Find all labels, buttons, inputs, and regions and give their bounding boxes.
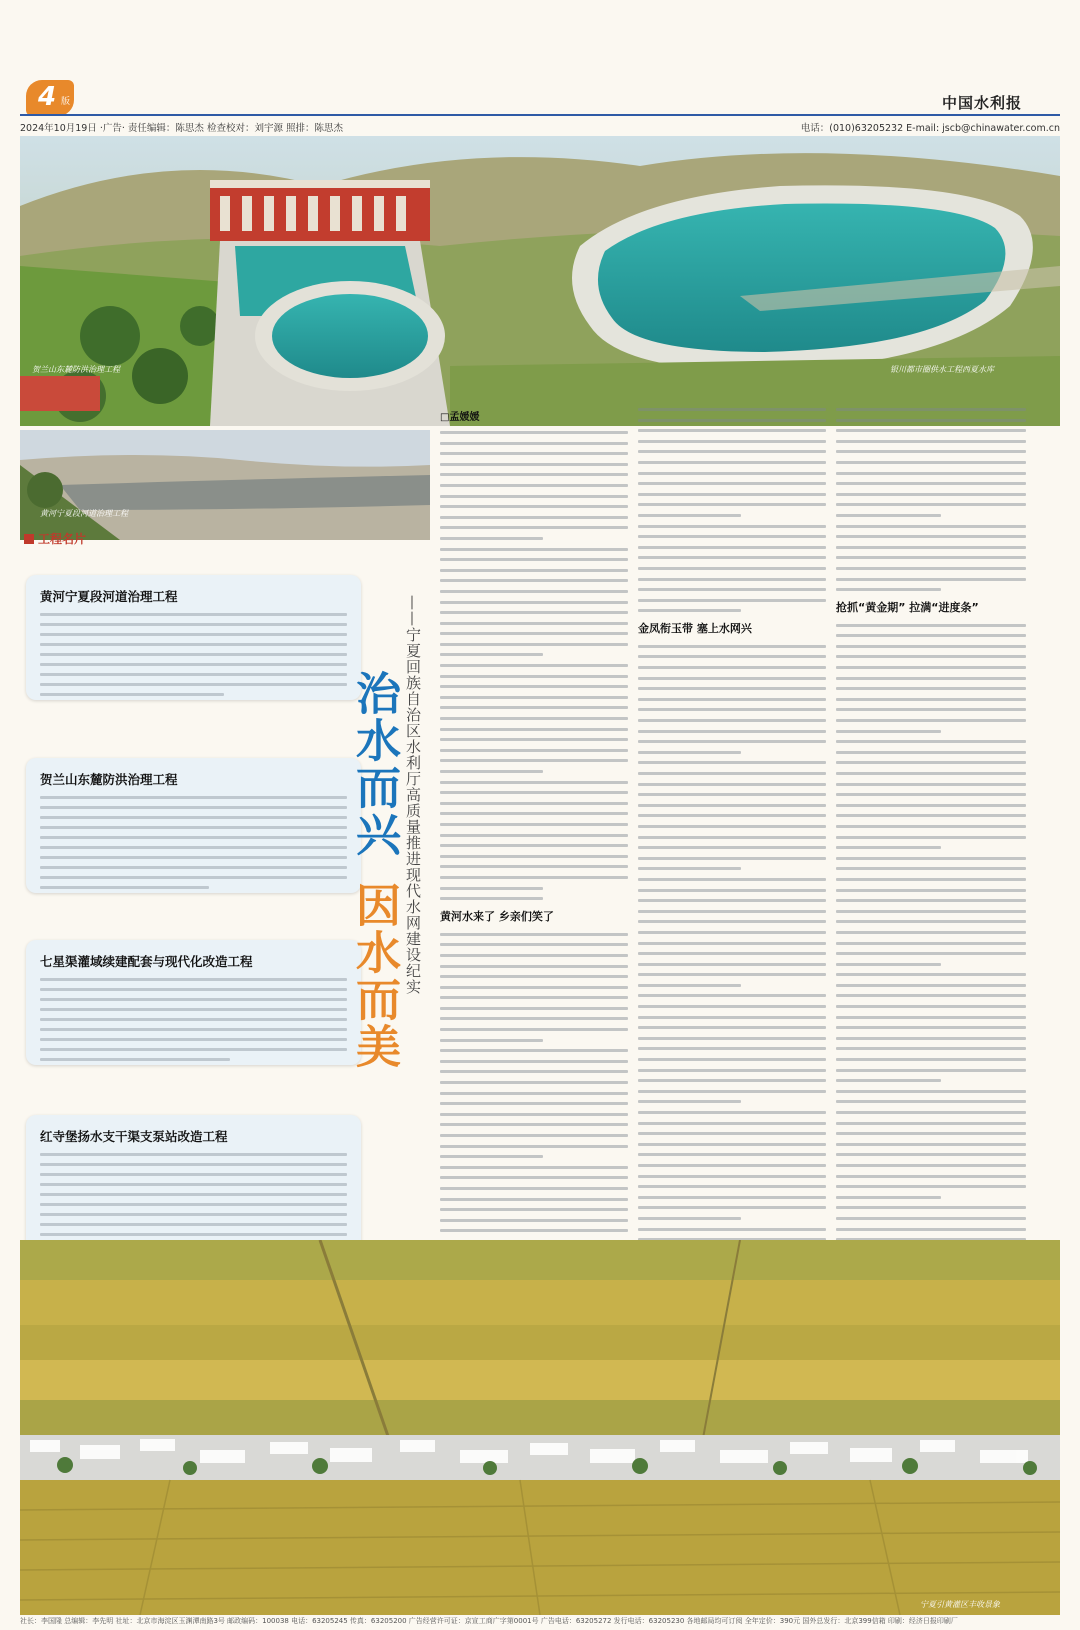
title-part-1: 治水而兴 bbox=[348, 670, 401, 858]
text-line bbox=[440, 1187, 628, 1190]
text-line bbox=[440, 887, 543, 890]
subhead-3: 抢抓“黄金期” 拉满“进度条” bbox=[836, 600, 979, 614]
text-line bbox=[638, 1122, 826, 1125]
page-number: 4 bbox=[38, 82, 57, 112]
text-line bbox=[440, 1070, 628, 1073]
text-line bbox=[440, 1007, 628, 1010]
text-line bbox=[440, 442, 628, 445]
project-body-2 bbox=[40, 796, 347, 896]
text-line bbox=[440, 965, 628, 968]
text-line bbox=[638, 588, 826, 591]
text-line bbox=[638, 578, 826, 581]
text-line bbox=[836, 899, 1026, 902]
text-line bbox=[638, 942, 826, 945]
text-line bbox=[440, 876, 628, 879]
caption-top-left: 贺兰山东麓防洪治理工程 bbox=[32, 365, 120, 374]
text-line bbox=[836, 910, 1026, 913]
text-line bbox=[836, 772, 1026, 775]
text-line bbox=[836, 525, 1026, 528]
project-card-2 bbox=[26, 758, 361, 893]
text-line bbox=[638, 461, 826, 464]
text-line bbox=[638, 666, 826, 669]
text-line bbox=[836, 793, 1026, 796]
text-line bbox=[440, 897, 543, 900]
text-line bbox=[440, 844, 628, 847]
text-line bbox=[638, 1164, 826, 1167]
text-line bbox=[836, 1005, 1026, 1008]
text-line bbox=[638, 450, 826, 453]
text-line bbox=[836, 419, 1026, 422]
text-line bbox=[638, 408, 826, 411]
subhead-2: 金凤衔玉带 塞上水网兴 bbox=[638, 621, 752, 635]
column-1-text bbox=[440, 431, 628, 900]
text-line bbox=[836, 846, 941, 849]
text-line bbox=[440, 484, 628, 487]
text-line bbox=[836, 1196, 941, 1199]
text-line bbox=[440, 759, 628, 762]
text-line bbox=[836, 867, 1026, 870]
text-line bbox=[440, 558, 628, 561]
text-line bbox=[638, 1090, 826, 1093]
text-line bbox=[638, 761, 826, 764]
footer-info: 社长：李国隆 总编辑：李先明 社址：北京市海淀区玉渊潭南路3号 邮政编码：100038 电话：63205245 传真：63205200 广告经营许可证：京宣工商广字第0001号 广告电话：63205272 发行电话：63205230 各地邮局均可订阅 全年定价：390元 国外总发行：北京399信箱 印刷：经济日报印刷厂 bbox=[20, 1617, 958, 1625]
text-line bbox=[638, 804, 826, 807]
text-line bbox=[440, 1039, 543, 1042]
text-line bbox=[638, 1175, 826, 1178]
text-line bbox=[836, 836, 1026, 839]
text-line bbox=[836, 825, 1026, 828]
text-line bbox=[836, 719, 1026, 722]
text-line bbox=[638, 793, 826, 796]
text-line bbox=[638, 1037, 826, 1040]
text-line bbox=[440, 622, 628, 625]
text-line bbox=[440, 834, 628, 837]
text-line bbox=[836, 984, 1026, 987]
edition-info: 2024年10月19日 ·广告· 责任编辑：陈思杰 检查校对：刘宇源 照排：陈思杰 bbox=[20, 123, 343, 134]
text-line bbox=[836, 1069, 1026, 1072]
text-line bbox=[440, 1155, 543, 1158]
text-line bbox=[836, 1175, 1026, 1178]
text-line bbox=[836, 857, 1026, 860]
text-line bbox=[836, 677, 1026, 680]
section-label bbox=[24, 530, 106, 552]
section-label-text: 工程名片 bbox=[38, 532, 87, 546]
text-line bbox=[638, 867, 741, 870]
text-line bbox=[836, 567, 1026, 570]
text-line bbox=[440, 653, 543, 656]
text-line bbox=[638, 1079, 826, 1082]
text-line bbox=[440, 601, 628, 604]
text-line bbox=[638, 825, 826, 828]
text-line bbox=[638, 751, 741, 754]
text-line bbox=[638, 567, 826, 570]
text-line bbox=[638, 687, 826, 690]
section-square-icon bbox=[24, 534, 34, 544]
article-column-3 bbox=[836, 408, 1026, 1323]
byline: □孟媛媛 bbox=[440, 412, 480, 423]
text-line bbox=[440, 954, 628, 957]
text-line bbox=[638, 1026, 826, 1029]
text-line bbox=[440, 728, 628, 731]
text-line bbox=[638, 1217, 741, 1220]
text-line bbox=[440, 590, 628, 593]
photo-farmland-village bbox=[20, 1240, 1060, 1615]
text-line bbox=[638, 599, 826, 602]
text-line bbox=[638, 1100, 741, 1103]
text-line bbox=[440, 865, 628, 868]
text-line bbox=[836, 1090, 1026, 1093]
text-line bbox=[440, 1028, 628, 1031]
text-line bbox=[440, 516, 628, 519]
article-subtitle: ——宁夏回族自治区水利厅高质量推进现代水网建设纪实 bbox=[404, 595, 422, 995]
text-line bbox=[836, 973, 1026, 976]
text-line bbox=[836, 878, 1026, 881]
text-line bbox=[836, 1047, 1026, 1050]
text-line bbox=[440, 717, 628, 720]
text-line bbox=[836, 1217, 1026, 1220]
text-line bbox=[836, 952, 1026, 955]
text-line bbox=[836, 1122, 1026, 1125]
text-line bbox=[440, 1176, 628, 1179]
text-line bbox=[638, 1206, 826, 1209]
text-line bbox=[638, 1111, 826, 1114]
text-line bbox=[440, 823, 628, 826]
text-line bbox=[440, 1198, 628, 1201]
text-line bbox=[836, 889, 1026, 892]
text-line bbox=[440, 1123, 628, 1126]
text-line bbox=[440, 1229, 628, 1232]
photo-top-illustration bbox=[20, 136, 1060, 426]
text-line bbox=[638, 878, 826, 881]
text-line bbox=[638, 963, 826, 966]
text-line bbox=[440, 933, 628, 936]
text-line bbox=[836, 578, 1026, 581]
text-line bbox=[836, 482, 1026, 485]
article-main-title bbox=[340, 670, 400, 1070]
text-line bbox=[836, 1100, 1026, 1103]
text-line bbox=[836, 1058, 1026, 1061]
text-line bbox=[836, 546, 1026, 549]
text-line bbox=[440, 505, 628, 508]
text-line bbox=[836, 963, 941, 966]
text-line bbox=[836, 1037, 1026, 1040]
text-line bbox=[836, 1206, 1026, 1209]
text-line bbox=[638, 1132, 826, 1135]
project-card-3 bbox=[26, 940, 361, 1065]
text-line bbox=[440, 685, 628, 688]
text-line bbox=[836, 740, 1026, 743]
text-line bbox=[638, 857, 826, 860]
text-line bbox=[638, 973, 826, 976]
header-info-line bbox=[20, 118, 1060, 136]
title-part-2: 因水而美 bbox=[348, 882, 401, 1070]
text-line bbox=[638, 546, 826, 549]
text-line bbox=[836, 493, 1026, 496]
project-body-3 bbox=[40, 978, 347, 1068]
text-line bbox=[836, 708, 1026, 711]
photo-river-embankment bbox=[20, 430, 430, 540]
text-line bbox=[440, 632, 628, 635]
text-line bbox=[836, 814, 1026, 817]
text-line bbox=[836, 645, 1026, 648]
text-line bbox=[836, 514, 941, 517]
text-line bbox=[836, 1228, 1026, 1231]
project-card-1 bbox=[26, 575, 361, 700]
text-line bbox=[638, 994, 826, 997]
text-line bbox=[638, 419, 826, 422]
text-line bbox=[638, 472, 826, 475]
text-line bbox=[638, 493, 826, 496]
text-line bbox=[440, 802, 628, 805]
text-line bbox=[836, 450, 1026, 453]
column-3-text-b bbox=[836, 624, 1026, 1316]
text-line bbox=[638, 1047, 826, 1050]
text-line bbox=[440, 986, 628, 989]
text-line bbox=[638, 1143, 826, 1146]
text-line bbox=[638, 535, 826, 538]
text-line bbox=[440, 770, 543, 773]
text-line bbox=[440, 1145, 628, 1148]
caption-top-right: 银川都市圈供水工程西夏水库 bbox=[890, 365, 994, 374]
text-line bbox=[638, 556, 826, 559]
text-line bbox=[638, 609, 741, 612]
text-line bbox=[836, 1026, 1026, 1029]
text-line bbox=[638, 525, 826, 528]
text-line bbox=[638, 482, 826, 485]
text-line bbox=[638, 1196, 826, 1199]
text-line bbox=[638, 889, 826, 892]
text-line bbox=[440, 579, 628, 582]
text-line bbox=[836, 1111, 1026, 1114]
newspaper-name: 中国水利报 bbox=[941, 94, 1022, 112]
text-line bbox=[836, 931, 1026, 934]
text-line bbox=[440, 855, 628, 858]
text-line bbox=[440, 1092, 628, 1095]
text-line bbox=[440, 1113, 628, 1116]
page-suffix: 版 bbox=[61, 97, 71, 107]
subhead-1: 黄河水来了 乡亲们笑了 bbox=[440, 909, 554, 923]
text-line bbox=[836, 588, 941, 591]
text-line bbox=[638, 503, 826, 506]
project-title-3: 七星渠灌域续建配套与现代化改造工程 bbox=[40, 954, 253, 969]
text-line bbox=[638, 1016, 826, 1019]
text-line bbox=[836, 804, 1026, 807]
text-line bbox=[638, 814, 826, 817]
caption-bottom: 宁夏引黄灌区丰收景象 bbox=[920, 1600, 1000, 1609]
text-line bbox=[440, 781, 628, 784]
text-line bbox=[638, 899, 826, 902]
text-line bbox=[836, 1153, 1026, 1156]
text-line bbox=[440, 1049, 628, 1052]
text-line bbox=[836, 730, 941, 733]
photo-bottom-illustration bbox=[20, 1240, 1060, 1615]
text-line bbox=[440, 495, 628, 498]
text-line bbox=[440, 463, 628, 466]
text-line bbox=[836, 751, 1026, 754]
text-line bbox=[440, 1219, 628, 1222]
text-line bbox=[638, 1153, 826, 1156]
text-line bbox=[638, 677, 826, 680]
project-title-2: 贺兰山东麓防洪治理工程 bbox=[40, 772, 178, 787]
text-line bbox=[836, 655, 1026, 658]
text-line bbox=[836, 761, 1026, 764]
text-line bbox=[638, 1185, 826, 1188]
text-line bbox=[638, 730, 826, 733]
text-line bbox=[638, 514, 741, 517]
text-line bbox=[836, 994, 1026, 997]
text-line bbox=[836, 920, 1026, 923]
text-line bbox=[440, 548, 628, 551]
text-line bbox=[836, 535, 1026, 538]
text-line bbox=[440, 1166, 628, 1169]
column-3-text bbox=[836, 408, 1026, 591]
text-line bbox=[836, 429, 1026, 432]
text-line bbox=[440, 1134, 628, 1137]
contact-info: 电话：(010)63205232 E-mail: jscb@chinawater.com.cn bbox=[800, 123, 1060, 134]
text-line bbox=[638, 1005, 826, 1008]
text-line bbox=[836, 472, 1026, 475]
text-line bbox=[440, 696, 628, 699]
text-line bbox=[440, 738, 628, 741]
text-line bbox=[440, 611, 628, 614]
text-line bbox=[836, 440, 1026, 443]
text-line bbox=[440, 975, 628, 978]
text-line bbox=[440, 569, 628, 572]
text-line bbox=[638, 708, 826, 711]
text-line bbox=[836, 942, 1026, 945]
text-line bbox=[836, 1016, 1026, 1019]
text-line bbox=[440, 473, 628, 476]
text-line bbox=[638, 429, 826, 432]
project-body-1 bbox=[40, 613, 347, 703]
text-line bbox=[836, 1132, 1026, 1135]
text-line bbox=[440, 996, 628, 999]
text-line bbox=[836, 698, 1026, 701]
text-line bbox=[440, 812, 628, 815]
text-line bbox=[638, 931, 826, 934]
header-rule bbox=[20, 114, 1060, 116]
text-line bbox=[638, 783, 826, 786]
text-line bbox=[638, 645, 826, 648]
text-line bbox=[440, 1208, 628, 1211]
text-line bbox=[638, 440, 826, 443]
text-line bbox=[836, 461, 1026, 464]
photo-reservoir-and-pump-station bbox=[20, 136, 1060, 426]
text-line bbox=[440, 1102, 628, 1105]
caption-mid: 黄河宁夏段河道治理工程 bbox=[40, 509, 128, 518]
text-line bbox=[836, 634, 1026, 637]
text-line bbox=[638, 698, 826, 701]
text-line bbox=[440, 1017, 628, 1020]
project-title-1: 黄河宁夏段河道治理工程 bbox=[40, 589, 178, 604]
text-line bbox=[638, 719, 826, 722]
text-line bbox=[638, 655, 826, 658]
text-line bbox=[638, 952, 826, 955]
text-line bbox=[836, 783, 1026, 786]
text-line bbox=[638, 910, 826, 913]
text-line bbox=[440, 643, 628, 646]
text-line bbox=[440, 526, 628, 529]
text-line bbox=[836, 624, 1026, 627]
text-line bbox=[638, 920, 826, 923]
text-line bbox=[440, 537, 543, 540]
text-line bbox=[836, 408, 1026, 411]
text-line bbox=[638, 984, 741, 987]
text-line bbox=[440, 706, 628, 709]
text-line bbox=[836, 556, 1026, 559]
text-line bbox=[836, 1143, 1026, 1146]
text-line bbox=[638, 836, 826, 839]
photo-mid-illustration bbox=[20, 430, 430, 540]
text-line bbox=[638, 772, 826, 775]
column-2-text bbox=[638, 408, 826, 612]
text-line bbox=[440, 749, 628, 752]
text-line bbox=[638, 1069, 826, 1072]
page-number-badge bbox=[26, 80, 74, 116]
text-line bbox=[836, 666, 1026, 669]
text-line bbox=[638, 846, 826, 849]
text-line bbox=[440, 452, 628, 455]
text-line bbox=[638, 1058, 826, 1061]
text-line bbox=[836, 687, 1026, 690]
text-line bbox=[440, 675, 628, 678]
text-line bbox=[638, 740, 826, 743]
text-line bbox=[440, 431, 628, 434]
text-line bbox=[836, 1164, 1026, 1167]
text-line bbox=[836, 1079, 941, 1082]
text-line bbox=[440, 943, 628, 946]
text-line bbox=[440, 791, 628, 794]
project-title-4: 红寺堡扬水支干渠支泵站改造工程 bbox=[40, 1129, 228, 1144]
text-line bbox=[836, 503, 1026, 506]
text-line bbox=[836, 1185, 1026, 1188]
text-line bbox=[440, 664, 628, 667]
text-line bbox=[440, 1060, 628, 1063]
text-line bbox=[440, 1081, 628, 1084]
text-line bbox=[638, 1228, 826, 1231]
